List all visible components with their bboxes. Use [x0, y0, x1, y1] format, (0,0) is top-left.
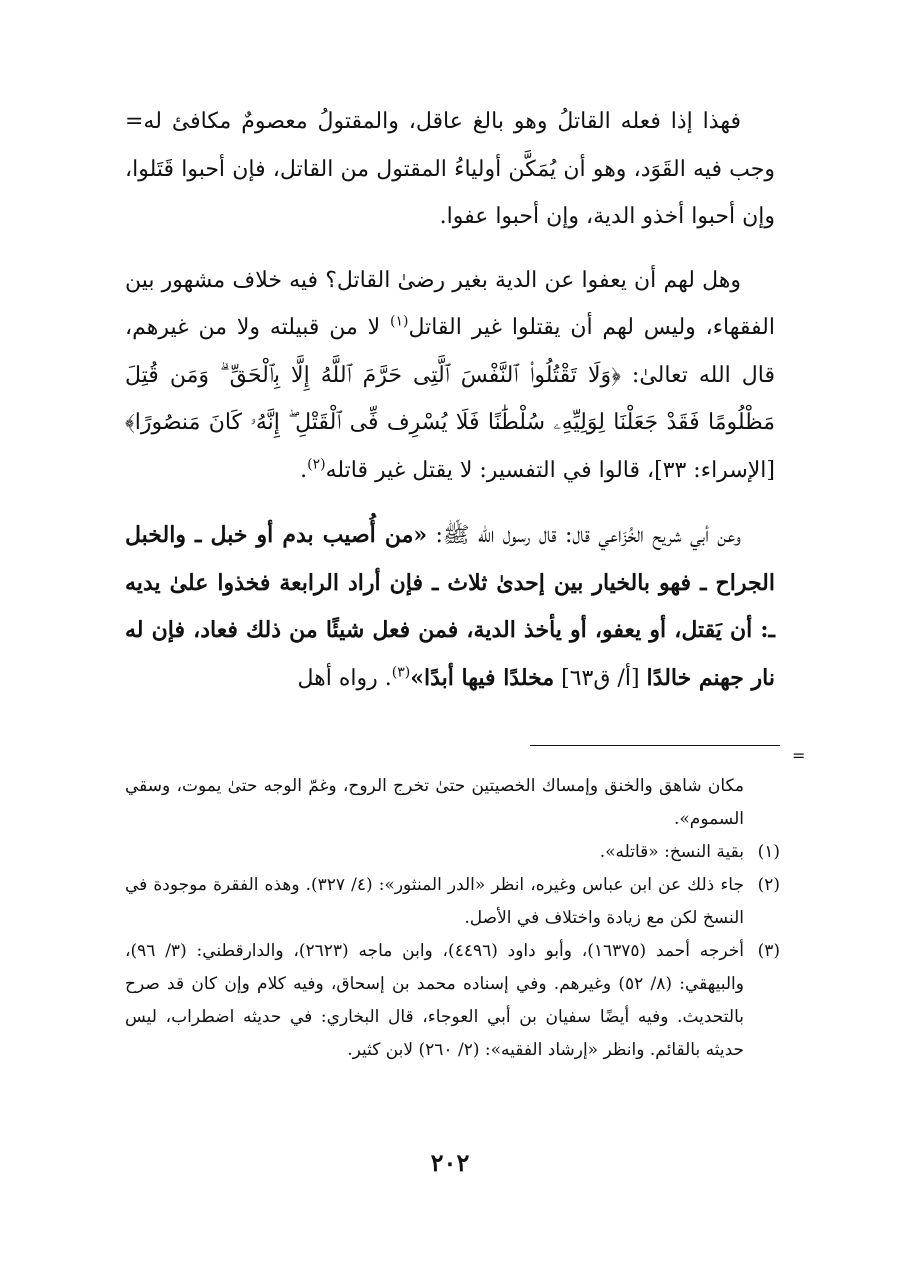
paragraph-2-text-a: وهل لهم أن يعفوا عن الدية بغير رضىٰ القاتل؟ فيه خلاف مشهور بين الفقهاء، وليس لهم أن يقتلوا غير القاتل — [125, 267, 775, 340]
page-number: ٢٠٢ — [430, 1148, 470, 1177]
hadith-text-end: مخلدًا فيها أبدًا» — [410, 664, 555, 691]
footnote-indent — [744, 770, 780, 836]
paragraph-3-text-a: وعن أبي شريح الخُزَاعي قال: قال رسول الله ﷺ: — [427, 523, 741, 548]
paragraph-1: فهذا إذا فعله القاتلُ وهو بالغ عاقل، والمقتولُ معصومٌ مكافئ له= وجب فيه القَوَد، وهو أن يُمَكَّن أولياءُ المقتول من القاتل، فإن أحبوا قَتَلوا، وإن أحبوا أخذو الدية، وإن أحبوا عفوا. — [125, 109, 775, 229]
footnotes — [125, 770, 780, 1067]
manuscript-marker: [أ/ ق٦٣] — [554, 665, 647, 691]
main-text — [125, 98, 775, 720]
footnote-text: بقية النسخ: «قاتله». — [599, 842, 744, 862]
footnote-text: أخرجه أحمد (١٦٣٧٥)، وأبو داود (٤٤٩٦)، وابن ماجه (٢٦٢٣)، والدارقطني: (٣/ ٩٦)، والبيهقي: (٨/ ٥٢) وغيرهم. وفي إسناده محمد بن إسحاق، وفيه كلام وإن كان قد صرح بالتحديث. وفيه أيضًا سفيان بن أبي العوجاء، قال البخاري: في حديثه اضطراب، ليس حديثه بالقائم. وانظر «إرشاد الفقيه»: (٢/ ٢٦٠) لابن كثير. — [125, 941, 744, 1060]
paragraph-2-text-d: . — [300, 457, 308, 483]
footnote-number: (١) — [757, 842, 780, 862]
paragraph-2-text-b: لا من قبيلته ولا من غيرهم، قال الله تعالىٰ: — [125, 315, 775, 388]
footnote-continuation-text: مكان شاهق والخنق وإمساك الخصيتين حتىٰ تخرج الروح، وغمّ الوجه حتىٰ يموت، وسقي السموم». — [125, 776, 744, 829]
footnote-text: جاء ذلك عن ابن عباس وغيره، انظر «الدر المنثور»: (٤/ ٣٢٧). وهذه الفقرة موجودة في النسخ لكن مع زيادة واختلاف في الأصل. — [125, 875, 744, 928]
footnote-2 — [125, 869, 780, 935]
footnote-1 — [125, 836, 780, 869]
footnote-number: (٣) — [757, 941, 780, 961]
hadith-text: «من أُصيب بدم أو خبل ـ والخبل الجراح ـ فهو بالخيار بين إحدىٰ ثلاث ـ فإن أراد الرابعة فخذوا علىٰ يديه ـ: أن يَقتل، أو يعفو، أو يأخذ الدية، فمن فعل شيئًا من ذلك فعاد، فإن له نار جهنم خالدًا — [125, 522, 775, 691]
paragraph-3-text-e: . رواه أهل — [297, 665, 392, 691]
footnote-separator — [530, 745, 780, 746]
footnote-number: (٢) — [757, 875, 780, 895]
footnote-ref-3[interactable]: (٣) — [391, 664, 411, 681]
footnote-continuation — [125, 770, 780, 836]
paragraph-2 — [125, 257, 775, 495]
footnote-ref-1[interactable]: (١) — [389, 313, 409, 330]
paragraph-3 — [125, 512, 775, 702]
footnote-3 — [125, 935, 780, 1067]
footnote-ref-2[interactable]: (٢) — [307, 456, 326, 473]
paragraph-2-text-c: [الإسراء: ٣٣]، قالوا في التفسير: لا يقتل غير قاتله — [325, 457, 775, 483]
quran-verse: ﴿وَلَا تَقْتُلُوا۟ ٱلنَّفْسَ ٱلَّتِى حَرَّمَ ٱللَّهُ إِلَّا بِٱلْحَقِّ ۗ وَمَن قُتِلَ مَظْلُومًا فَقَدْ جَعَلْنَا لِوَلِيِّهِۦ سُلْطَٰنًا فَلَا يُسْرِف فِّى ٱلْقَتْلِ ۖ إِنَّهُۥ كَانَ مَنصُورًا﴾ — [125, 362, 775, 435]
footnote-continuation-mark: = — [792, 746, 806, 765]
